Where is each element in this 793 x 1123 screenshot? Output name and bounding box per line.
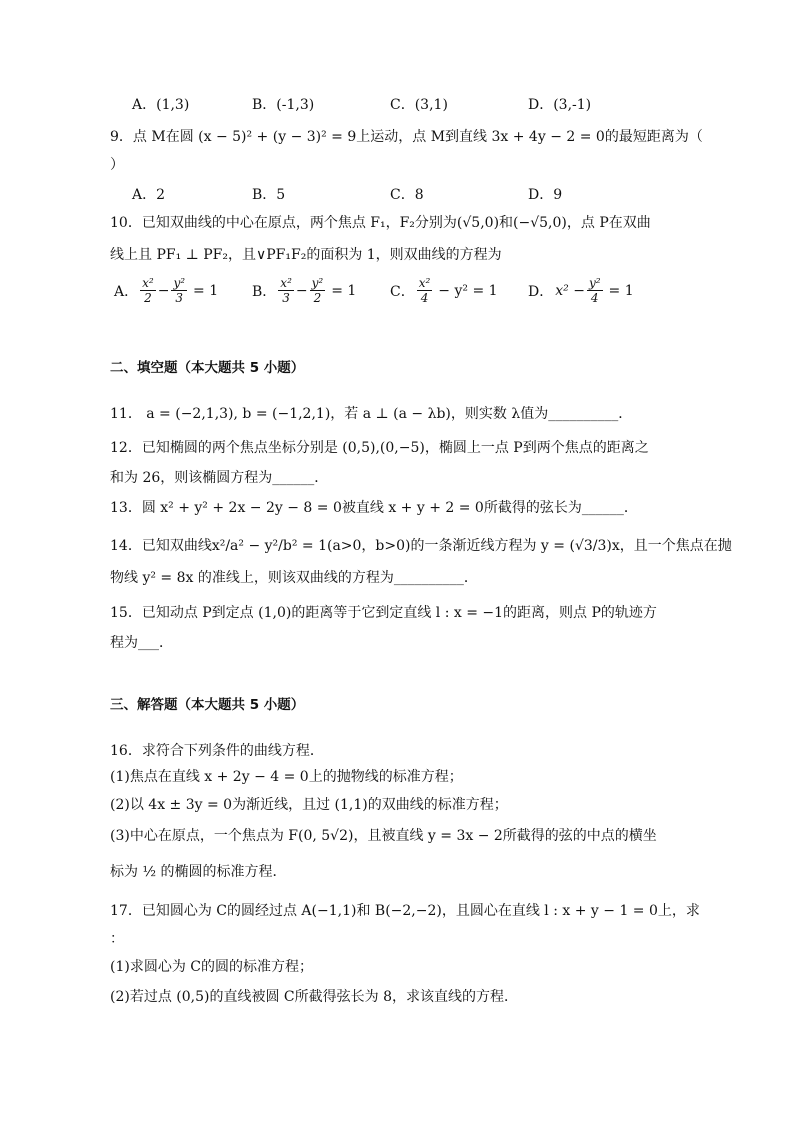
denominator: 3 [282, 291, 290, 305]
numerator: y² [588, 276, 601, 290]
q17-line-2: ： [110, 931, 124, 947]
q13-line: 13．圆 x² + y² + 2x − 2y − 8 = 0被直线 x + y + 2 = 0所截得的弦长为______． [110, 500, 638, 516]
equation-tail: = 1 [331, 282, 357, 299]
q9-line-1: 9．点 M在圆 (x − 5)² + (y − 3)² = 9上运动，点 M到直线 3x + 4y − 2 = 0的最短距离为（ [110, 129, 703, 145]
fraction [417, 276, 433, 305]
equation-tail: = 1 [193, 282, 219, 299]
denominator: 4 [420, 291, 429, 305]
denominator: 3 [175, 291, 184, 305]
q12-line-2: 和为 26，则该椭圆方程为______． [110, 470, 329, 486]
fraction [171, 276, 187, 305]
fraction [140, 276, 156, 305]
q14-line-1: 14．已知双曲线x²/a² − y²/b² = 1(a>0，b>0)的一条渐近线方程为 y = (√3/3)x，且一个焦点在抛 [110, 538, 732, 554]
q10-option-b-label: B． [252, 283, 277, 300]
q9-option-c: C．8 [390, 187, 424, 203]
q16-line-1: 16．求符合下列条件的曲线方程． [110, 743, 324, 759]
q10-option-c-label: C． [390, 283, 415, 300]
q16-line-2: (1)焦点在直线 x + 2y − 4 = 0上的抛物线的标准方程； [110, 769, 463, 785]
equation-tail: = 1 [608, 282, 634, 299]
q17-line-3: (1)求圆心为 C的圆的标准方程； [110, 959, 313, 975]
numerator: y² [173, 276, 186, 290]
fraction [278, 276, 294, 305]
q8-option-c: C．(3,1) [390, 97, 448, 113]
q16-line-5: 标为 ½ 的椭圆的标准方程． [110, 864, 287, 880]
section-heading-answer: 三、解答题（本大题共 5 小题） [110, 697, 305, 713]
fraction [587, 276, 603, 305]
q11-line: 11． a = (−2,1,3), b = (−1,2,1)，若 a ⊥ (a − λb)，则实数 λ值为__________． [110, 406, 633, 422]
numerator: x² [280, 276, 292, 290]
q10-option-c [390, 276, 498, 305]
section-heading-fill-in: 二、填空题（本大题共 5 小题） [110, 360, 305, 376]
q9-option-a: A．2 [132, 187, 166, 203]
q15-line-1: 15．已知动点 P到定点 (1,0)的距离等于它到定直线 l : x = −1的距离，则点 P的轨迹方 [110, 605, 657, 621]
operator: − [157, 282, 170, 299]
q16-line-3: (2)以 4x ± 3y = 0为渐近线，且过 (1,1)的双曲线的标准方程； [110, 797, 508, 813]
q10-option-a [114, 276, 218, 305]
q10-option-b [252, 276, 356, 305]
equation-prefix: x² − [555, 282, 585, 299]
q17-line-4: (2)若过点 (0,5)的直线被圆 C所截得弦长为 8，求该直线的方程． [110, 989, 518, 1005]
q17-line-1: 17．已知圆心为 C的圆经过点 A(−1,1)和 B(−2,−2)，且圆心在直线 l : x + y − 1 = 0上，求 [110, 903, 700, 919]
q16-line-4: (3)中心在原点，一个焦点为 F(0, 5√2)，且被直线 y = 3x − 2所截得的弦的中点的横坐 [110, 828, 657, 844]
q10-option-d [528, 276, 634, 305]
q8-options [0, 94, 793, 118]
q10-line-2: 线上且 PF₁ ⊥ PF₂，且∨PF₁F₂的面积为 1，则双曲线的方程为 [110, 247, 502, 263]
q9-option-d: D．9 [528, 187, 563, 203]
fraction [310, 276, 326, 305]
denominator: 4 [590, 291, 599, 305]
q9-option-b: B．5 [252, 187, 286, 203]
operator: − [295, 282, 308, 299]
q9-line-2: ） [110, 157, 124, 173]
q12-line-1: 12．已知椭圆的两个焦点坐标分别是 (0,5),(0,−5)，椭圆上一点 P到两个焦点的距离之 [110, 440, 649, 456]
equation-tail: − y² = 1 [438, 282, 498, 299]
q8-option-a: A．(1,3) [132, 97, 190, 113]
q10-line-1: 10．已知双曲线的中心在原点，两个焦点 F₁，F₂分别为(√5,0)和(−√5,0)，点 P在双曲 [110, 215, 651, 231]
q10-option-a-label: A． [114, 283, 139, 300]
numerator: x² [418, 276, 431, 290]
numerator: y² [311, 276, 324, 290]
q15-line-2: 程为___． [110, 635, 173, 651]
denominator: 2 [313, 291, 322, 305]
q8-option-b: B．(-1,3) [252, 97, 315, 113]
q10-option-d-label: D． [528, 283, 554, 300]
q9-options [0, 184, 793, 208]
q14-line-2: 物线 y² = 8x 的准线上，则该双曲线的方程为__________． [110, 570, 478, 586]
q8-option-d: D．(3,-1) [528, 97, 592, 113]
numerator: x² [142, 276, 154, 290]
denominator: 2 [144, 291, 152, 305]
